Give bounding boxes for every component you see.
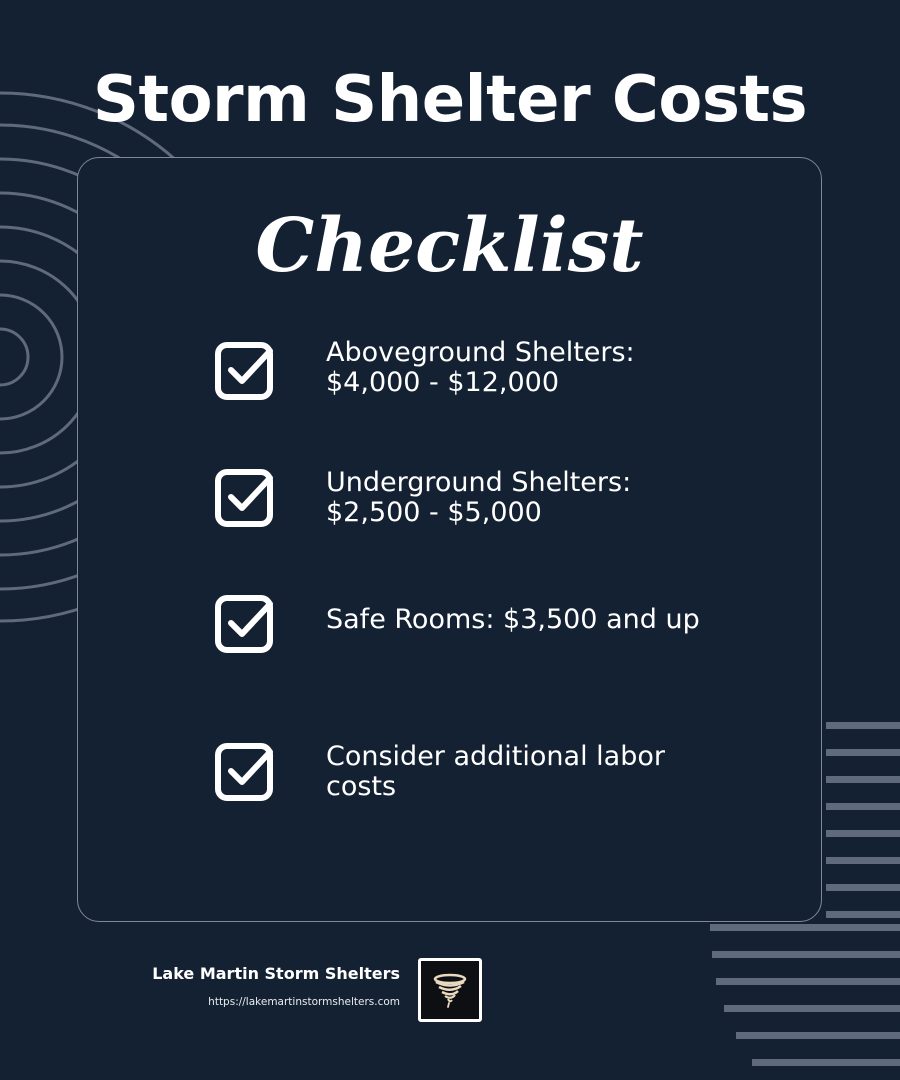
checklist-item-text: Underground Shelters: $2,500 - $5,000 xyxy=(326,467,632,528)
company-url[interactable]: https://lakemartinstormshelters.com xyxy=(208,996,400,1008)
page-title: Storm Shelter Costs xyxy=(92,63,808,137)
checklist-item-text: Aboveground Shelters: $4,000 - $12,000 xyxy=(326,337,635,398)
checkbox-checked-icon xyxy=(214,742,274,802)
company-name: Lake Martin Storm Shelters xyxy=(152,964,400,983)
company-logo xyxy=(418,958,482,1022)
tornado-logo-icon xyxy=(421,961,479,1019)
checkbox-checked-icon xyxy=(214,594,274,654)
checklist-item xyxy=(214,742,774,822)
checklist-item-text: Consider additional labor costs xyxy=(326,741,665,802)
checklist-item xyxy=(214,338,774,418)
checklist-card xyxy=(77,157,822,922)
checklist-item xyxy=(214,605,774,685)
checkbox-checked-icon xyxy=(214,468,274,528)
checklist-heading: Checklist xyxy=(255,203,644,289)
checklist-item-text: Safe Rooms: $3,500 and up xyxy=(326,604,700,635)
checklist-item xyxy=(214,468,774,548)
checkbox-checked-icon xyxy=(214,341,274,401)
